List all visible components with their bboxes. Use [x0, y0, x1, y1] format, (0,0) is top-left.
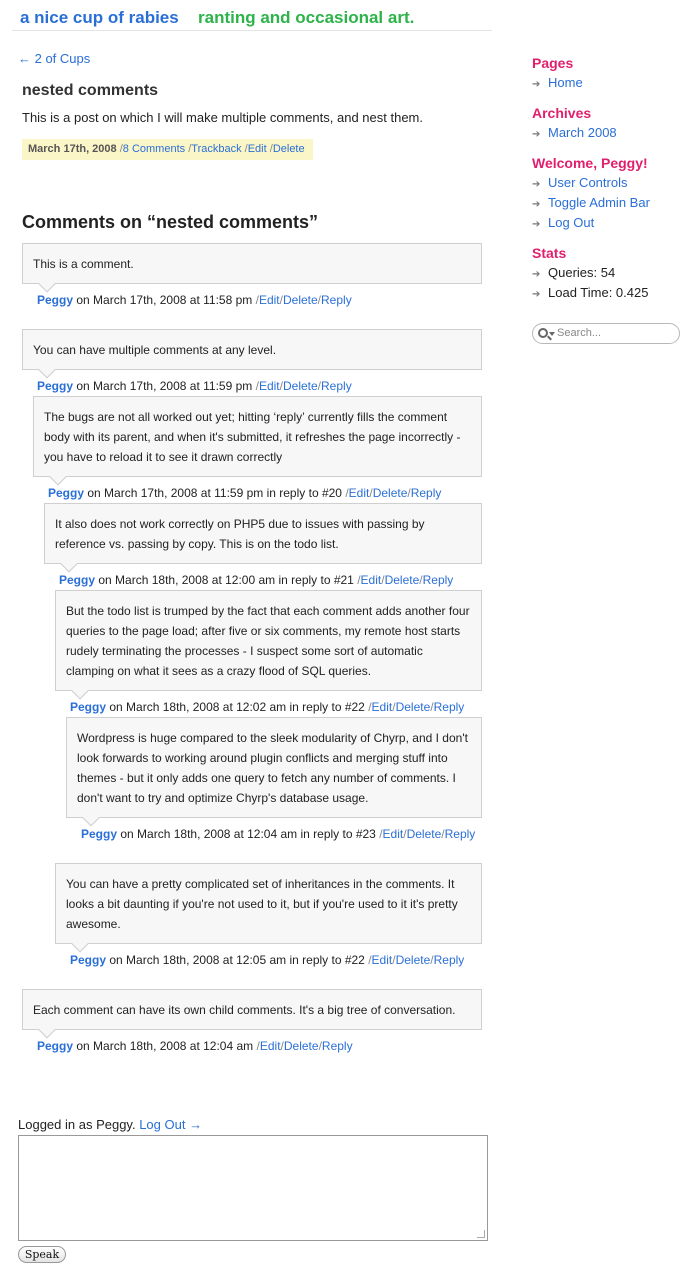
- comment-bubble: [55, 590, 482, 691]
- comment-author-link[interactable]: Peggy: [37, 293, 74, 307]
- right-arrow-icon: ➔: [532, 269, 541, 280]
- sidebar-item-toggle-admin-bar[interactable]: ➔ Toggle Admin Bar: [532, 195, 650, 210]
- comment-edit-link[interactable]: Edit: [382, 827, 404, 841]
- logout-link[interactable]: Log Out →: [139, 1117, 203, 1132]
- comment-delete-link[interactable]: Delete: [406, 827, 442, 841]
- comment-reply-link[interactable]: Reply: [321, 293, 352, 307]
- comment-reply-link[interactable]: Reply: [444, 827, 476, 841]
- search-placeholder: Search...: [557, 327, 602, 339]
- comment-bubble: [22, 243, 482, 284]
- comment-reply-link[interactable]: Reply: [410, 486, 442, 500]
- comment-meta: Peggy on March 17th, 2008 at 11:59 pm /Edit/Delete/Reply: [37, 379, 352, 393]
- comment-bubble: [55, 863, 482, 944]
- stat-queries: ➔ Queries: 54: [532, 265, 616, 280]
- logged-in-status: Logged in as Peggy. Log Out →: [18, 1117, 203, 1132]
- post-delete-link[interactable]: Delete: [272, 143, 305, 155]
- comment-bubble: [22, 989, 482, 1030]
- comment-body: You can have a pretty complicated set of inheritances in the comments. It looks a bit daunting if you're not used to it, but if you're used to it it's pretty awesome.: [66, 877, 458, 931]
- chevron-down-icon: [549, 332, 555, 336]
- comment-author-link[interactable]: Peggy: [37, 1039, 74, 1053]
- comment-edit-link[interactable]: Edit: [258, 379, 280, 393]
- comment-bubble: [44, 503, 482, 564]
- comment-delete-link[interactable]: Delete: [395, 953, 431, 967]
- comment-edit-link[interactable]: Edit: [259, 1039, 281, 1053]
- comment-meta: Peggy on March 18th, 2008 at 12:04 am in reply to #23 /Edit/Delete/Reply: [81, 827, 476, 841]
- comment-edit-link[interactable]: Edit: [348, 486, 370, 500]
- comment-body: This is a comment.: [33, 257, 134, 271]
- resize-grip-icon[interactable]: [477, 1230, 485, 1238]
- comment-meta: Peggy on March 18th, 2008 at 12:05 am in reply to #22 /Edit/Delete/Reply: [70, 953, 465, 967]
- comment-reply-link[interactable]: Reply: [422, 573, 454, 587]
- site-description: ranting and occasional art.: [198, 8, 415, 27]
- previous-post-link[interactable]: ← 2 of Cups: [18, 51, 91, 66]
- right-arrow-icon: ➔: [532, 219, 541, 230]
- comment-delete-link[interactable]: Delete: [282, 379, 318, 393]
- right-arrow-icon: ➔: [532, 179, 541, 190]
- comments-heading: Comments on “nested comments”: [22, 212, 319, 232]
- comment-author-link[interactable]: Peggy: [81, 827, 118, 841]
- stats-heading: Stats: [532, 245, 567, 261]
- comment-delete-link[interactable]: Delete: [372, 486, 408, 500]
- comment-meta: Peggy on March 18th, 2008 at 12:00 am in reply to #21 /Edit/Delete/Reply: [59, 573, 454, 587]
- trackback-link[interactable]: Trackback: [191, 143, 242, 155]
- comment-body: Each comment can have its own child comments. It's a big tree of conversation.: [33, 1003, 456, 1017]
- sidebar-item-home[interactable]: ➔ Home: [532, 75, 583, 90]
- right-arrow-icon: ➔: [532, 289, 541, 300]
- archives-heading: Archives: [532, 105, 592, 121]
- right-arrow-icon: ➔: [532, 129, 541, 140]
- speak-button[interactable]: Speak: [18, 1246, 66, 1263]
- comment-reply-link[interactable]: Reply: [321, 379, 352, 393]
- sidebar-item-user-controls[interactable]: ➔ User Controls: [532, 175, 628, 190]
- comment-edit-link[interactable]: Edit: [371, 953, 393, 967]
- comments-count-link[interactable]: 8 Comments: [122, 143, 186, 155]
- site-header: [12, 0, 492, 31]
- comment-bubble: [33, 396, 482, 477]
- comment-delete-link[interactable]: Delete: [283, 1039, 319, 1053]
- post-date: March 17th, 2008: [28, 143, 117, 155]
- comment-reply-link[interactable]: Reply: [433, 953, 465, 967]
- comment-body: Wordpress is huge compared to the sleek modularity of Chyrp, and I don't look forwards to working around plugin conflicts and merging stuff into themes - but it only adds one query to fetch any number of comments. I don't want to try and optimize Chyrp's database usage.: [77, 731, 468, 805]
- comment-author-link[interactable]: Peggy: [70, 953, 107, 967]
- post-edit-link[interactable]: Edit: [247, 143, 267, 155]
- comment-bubble: [22, 329, 482, 370]
- comment-author-link[interactable]: Peggy: [48, 486, 85, 500]
- comment-meta: Peggy on March 18th, 2008 at 12:02 am in reply to #22 /Edit/Delete/Reply: [70, 700, 465, 714]
- site-title[interactable]: a nice cup of rabies: [20, 8, 179, 27]
- search-icon: [538, 328, 548, 338]
- search-input[interactable]: [532, 323, 680, 344]
- right-arrow-icon: ➔: [532, 79, 541, 90]
- comment-body: It also does not work correctly on PHP5 due to issues with passing by reference vs. passing by copy. This is on the todo list.: [55, 517, 425, 551]
- right-arrow-icon: ➔: [532, 199, 541, 210]
- comment-textarea[interactable]: [18, 1135, 488, 1241]
- post-body: This is a post on which I will make multiple comments, and nest them.: [22, 110, 423, 125]
- comment-body: You can have multiple comments at any level.: [33, 343, 277, 357]
- comment-delete-link[interactable]: Delete: [395, 700, 431, 714]
- post-meta: March 17th, 2008 /8 Comments /Trackback /Edit /Delete: [22, 139, 313, 160]
- comment-bubble: [66, 717, 482, 818]
- comment-author-link[interactable]: Peggy: [59, 573, 96, 587]
- welcome-heading: Welcome, Peggy!: [532, 155, 648, 171]
- comment-meta: Peggy on March 17th, 2008 at 11:59 pm in reply to #20 /Edit/Delete/Reply: [48, 486, 442, 500]
- comment-reply-link[interactable]: Reply: [321, 1039, 353, 1053]
- comment-reply-link[interactable]: Reply: [433, 700, 465, 714]
- pages-heading: Pages: [532, 55, 574, 71]
- comment-body: But the todo list is trumped by the fact that each comment adds another four queries to the page load; after five or six comments, my remote host starts rudely terminating the processes - I suspect some sort of automatic clamping on what it sees as a crazy flood of SQL queries.: [66, 604, 470, 678]
- comment-meta: Peggy on March 17th, 2008 at 11:58 pm /Edit/Delete/Reply: [37, 293, 352, 307]
- post-title: nested comments: [22, 82, 159, 99]
- comment-edit-link[interactable]: Edit: [360, 573, 382, 587]
- sidebar-item-log-out[interactable]: ➔ Log Out: [532, 215, 595, 230]
- stat-load-time: ➔ Load Time: 0.425: [532, 285, 649, 300]
- sidebar-item-march-2008[interactable]: ➔ March 2008: [532, 125, 617, 140]
- comment-author-link[interactable]: Peggy: [37, 379, 74, 393]
- comment-edit-link[interactable]: Edit: [258, 293, 280, 307]
- comment-delete-link[interactable]: Delete: [282, 293, 318, 307]
- comment-delete-link[interactable]: Delete: [384, 573, 420, 587]
- comment-body: The bugs are not all worked out yet; hitting ‘reply’ currently fills the comment body with its parent, and when it's submitted, it refreshes the page incorrectly - you have to reload it to see it drawn correctly: [44, 410, 461, 464]
- comment-edit-link[interactable]: Edit: [371, 700, 393, 714]
- comment-meta: Peggy on March 18th, 2008 at 12:04 am /Edit/Delete/Reply: [37, 1039, 353, 1053]
- comment-author-link[interactable]: Peggy: [70, 700, 107, 714]
